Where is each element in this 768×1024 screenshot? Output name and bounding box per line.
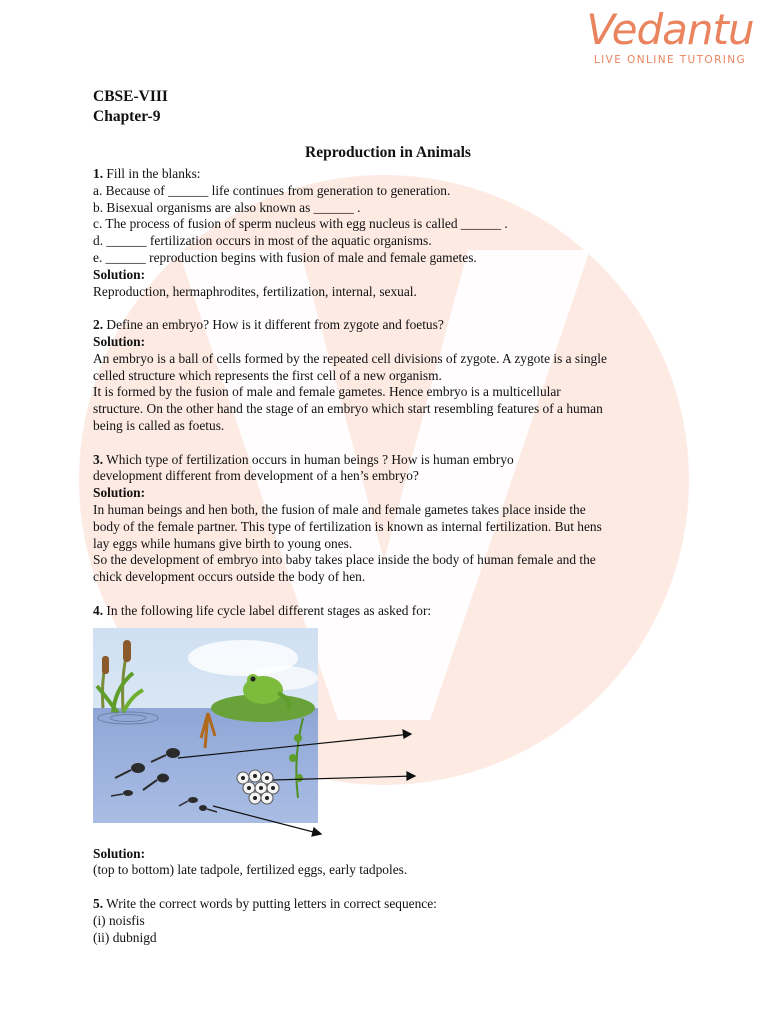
question-3 bbox=[93, 452, 683, 586]
document-body bbox=[93, 87, 683, 946]
question-text: Which type of fertilization occurs in human beings ? How is human embryo bbox=[106, 451, 514, 467]
question-2 bbox=[93, 317, 683, 435]
question-number: 2. bbox=[93, 317, 104, 333]
solution-line: being is called as foetus. bbox=[93, 417, 225, 433]
blank-item: b. Bisexual organisms are also known as ______ . bbox=[93, 199, 361, 215]
solution-line: celled structure which represents the first cell of a new organism. bbox=[93, 367, 442, 383]
blank-item: e. ______ reproduction begins with fusion of male and female gametes. bbox=[93, 249, 477, 265]
question-5 bbox=[93, 896, 683, 946]
solution-line: chick development occurs outside the body of hen. bbox=[93, 569, 366, 585]
life-cycle-drawing bbox=[93, 628, 433, 843]
brand-tagline: LIVE ONLINE TUTORING bbox=[593, 54, 747, 66]
question-number: 4. bbox=[93, 602, 104, 618]
solution-line: lay eggs while humans give birth to young ones. bbox=[93, 535, 353, 551]
question-1 bbox=[93, 166, 683, 300]
vedantu-logo bbox=[582, 4, 758, 66]
question-number: 1. bbox=[93, 166, 104, 181]
frog-life-cycle-illustration bbox=[93, 628, 433, 828]
question-number: 5. bbox=[93, 895, 104, 911]
solution-label: Solution: bbox=[93, 333, 146, 349]
solution-label: Solution: bbox=[93, 485, 146, 501]
class-label: CBSE-VIII bbox=[93, 88, 168, 105]
scrambled-word: (i) noisfis bbox=[93, 912, 145, 928]
question-4 bbox=[93, 603, 683, 879]
chapter-label: Chapter-9 bbox=[93, 108, 161, 125]
question-number: 3. bbox=[93, 451, 104, 467]
solution-label: Solution: bbox=[93, 266, 146, 282]
solution-line: It is formed by the fusion of male and female gametes. Hence embryo is a multicellular bbox=[93, 384, 561, 400]
solution-line: body of the female partner. This type of fertilization is known as internal fertilization. But hens bbox=[93, 518, 602, 534]
question-text: Write the correct words by putting letters in correct sequence: bbox=[106, 895, 437, 911]
solution-line: In human beings and hen both, the fusion of male and female gametes takes place inside the bbox=[93, 501, 586, 517]
blank-item: a. Because of ______ life continues from generation to generation. bbox=[93, 182, 451, 198]
blank-item: d. ______ fertilization occurs in most of the aquatic organisms. bbox=[93, 233, 432, 249]
page-title: Reproduction in Animals bbox=[305, 144, 471, 161]
solution-line: So the development of embryo into baby takes place inside the body of human female and the bbox=[93, 552, 596, 568]
brand-name: Vedantu bbox=[586, 5, 754, 54]
question-text: In the following life cycle label different stages as asked for: bbox=[106, 602, 432, 618]
solution-text: Reproduction, hermaphrodites, fertilization, internal, sexual. bbox=[93, 283, 417, 299]
question-text: Define an embryo? How is it different from zygote and foetus? bbox=[106, 317, 444, 333]
question-text: development different from development of a hen’s embryo? bbox=[93, 468, 419, 484]
solution-line: structure. On the other hand the stage of an embryo which start resembling features of a human bbox=[93, 401, 603, 417]
blank-item: c. The process of fusion of sperm nucleus with egg nucleus is called ______ . bbox=[93, 216, 508, 232]
solution-line: An embryo is a ball of cells formed by the repeated cell divisions of zygote. A zygote is a single bbox=[93, 350, 607, 366]
solution-text: (top to bottom) late tadpole, fertilized eggs, early tadpoles. bbox=[93, 862, 408, 878]
question-text: Fill in the blanks: bbox=[106, 166, 201, 181]
solution-label: Solution: bbox=[93, 845, 146, 861]
scrambled-word: (ii) dubnigd bbox=[93, 929, 157, 945]
